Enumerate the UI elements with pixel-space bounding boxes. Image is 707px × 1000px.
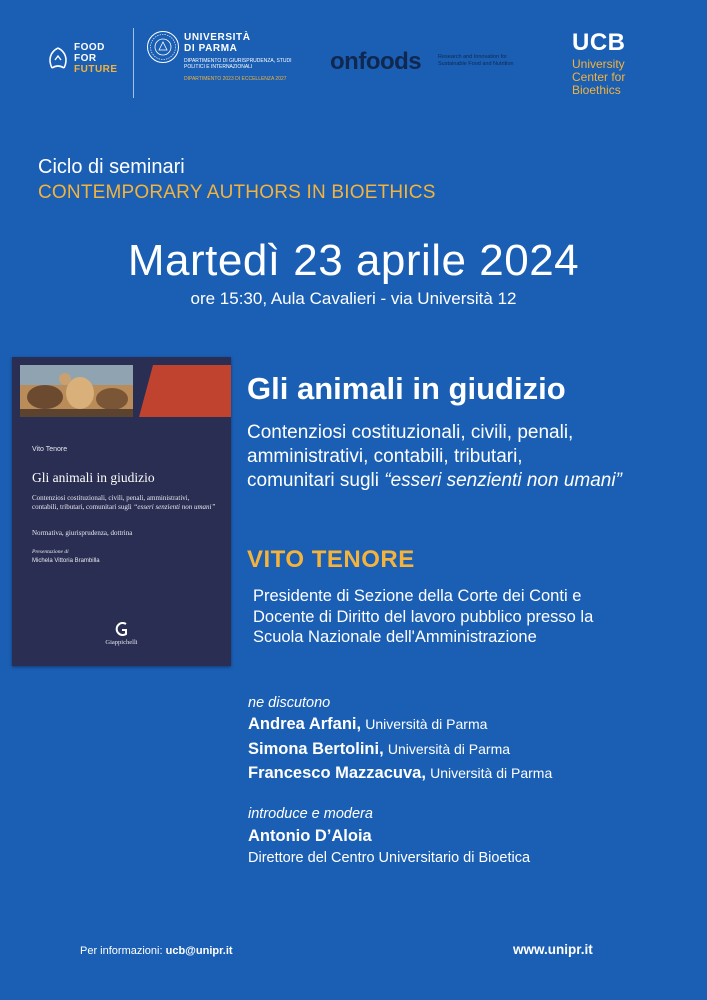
talk-subtitle — [247, 421, 687, 493]
unipr-line-2: DI PARMA — [184, 43, 238, 54]
contact-email[interactable]: ucb@unipr.it — [165, 945, 233, 957]
cover-presentation-label: Presentazione di — [32, 549, 69, 555]
food-for-future-logo — [46, 42, 126, 82]
logo-divider — [133, 28, 134, 98]
ucb-line-1: University — [572, 57, 625, 71]
cover-subtitle-italic: “esseri senzienti non umani” — [133, 502, 216, 511]
speaker-role-line-3: Scuola Nazionale dell'Amministrazione — [253, 628, 537, 646]
talk-subtitle-italic: “esseri senzienti non umani” — [384, 470, 622, 491]
universita-name — [184, 32, 251, 54]
speaker-name: VITO TENORE — [247, 546, 415, 573]
ucb-acronym: UCB — [572, 29, 626, 56]
discussant-row — [248, 739, 510, 760]
cover-subtitle — [32, 494, 217, 511]
discussant-affiliation: Università di Parma — [430, 765, 553, 781]
event-date: Martedì 23 aprile 2024 — [127, 236, 580, 285]
cover-author: Vito Tenore — [32, 446, 68, 453]
cover-painting-image — [20, 365, 133, 417]
talk-subtitle-plain: comunitari sugli — [247, 470, 385, 491]
discussant-name: Francesco Mazzacuva, — [248, 764, 426, 782]
eccellenza-text: DIPARTIMENTO 2023 DI ECCELLENZA 2027 — [184, 76, 287, 82]
ucb-full-name — [572, 58, 662, 97]
universita-parma-logo — [146, 30, 292, 100]
series-name: CONTEMPORARY AUTHORS IN BIOETHICS — [38, 182, 436, 203]
publisher-logo-icon — [104, 620, 140, 638]
talk-subtitle-line-3 — [247, 469, 687, 493]
discussant-affiliation: Università di Parma — [387, 741, 511, 757]
discussant-name: Andrea Arfani, — [248, 715, 362, 733]
onfoods-tagline: Research and Innovation for Sustainable Food and Nutrition — [438, 54, 514, 67]
info-label: Per informazioni: — [80, 945, 163, 957]
talk-title: Gli animali in giudizio — [247, 371, 566, 406]
series-label: Ciclo di seminari — [38, 156, 185, 178]
footer-info — [80, 943, 233, 959]
cover-subtitle-2: Normativa, giurisprudenza, dottrina — [32, 529, 133, 537]
cover-red-shape — [139, 365, 231, 417]
talk-subtitle-line-2: amministrativi, contabili, tributari, — [247, 446, 523, 467]
f4f-line-1: FOOD — [74, 42, 105, 53]
cover-title: Gli animali in giudizio — [32, 470, 155, 485]
ucb-line-2: Center for — [572, 70, 626, 84]
discussant-row — [248, 763, 552, 784]
cover-subtitle-plain: Contenziosi costituzionali, civili, penali, amministrativi, contabili, tributari, comunitari sugli — [32, 494, 190, 511]
f4f-line-2: FOR — [74, 53, 97, 64]
speaker-role — [253, 586, 683, 648]
food-for-future-text — [74, 42, 118, 75]
onfoods-word: onfoods — [330, 48, 422, 75]
onfoods-logo — [330, 48, 520, 82]
discussant-name: Simona Bertolini, — [248, 740, 384, 758]
moderator-name: Antonio D’Aloia — [248, 827, 372, 845]
speaker-role-line-1: Presidente di Sezione della Corte dei Conti e — [253, 587, 582, 605]
discussant-row — [248, 714, 487, 735]
speaker-role-line-2: Docente di Diritto del lavoro pubblico presso la — [253, 607, 594, 626]
discussants-label: ne discutono — [248, 695, 331, 711]
dipartimento-text: DIPARTIMENTO DI GIURISPRUDENZA, STUDI POLITICI E INTERNAZIONALI — [184, 58, 292, 70]
f4f-line-3: FUTURE — [74, 64, 118, 75]
discussant-affiliation: Università di Parma — [365, 716, 488, 732]
talk-subtitle-line-1: Contenziosi costituzionali, civili, penali, — [247, 422, 574, 443]
ucb-line-3: Bioethics — [572, 83, 621, 97]
university-seal-icon — [146, 30, 180, 64]
cover-presentation-name: Michela Vittoria Brambilla — [32, 558, 100, 564]
leaf-icon — [46, 46, 70, 72]
moderator-label: introduce e modera — [248, 806, 373, 822]
book-cover — [12, 357, 231, 666]
cover-publisher: Giappichelli — [105, 639, 138, 646]
event-time-place: ore 15:30, Aula Cavalieri - via Università 12 — [190, 289, 517, 308]
moderator-role: Direttore del Centro Universitario di Bioetica — [248, 850, 531, 866]
unipr-line-1: UNIVERSITÀ — [184, 32, 251, 43]
website-link[interactable]: www.unipr.it — [513, 942, 593, 957]
ucb-logo — [572, 30, 662, 110]
